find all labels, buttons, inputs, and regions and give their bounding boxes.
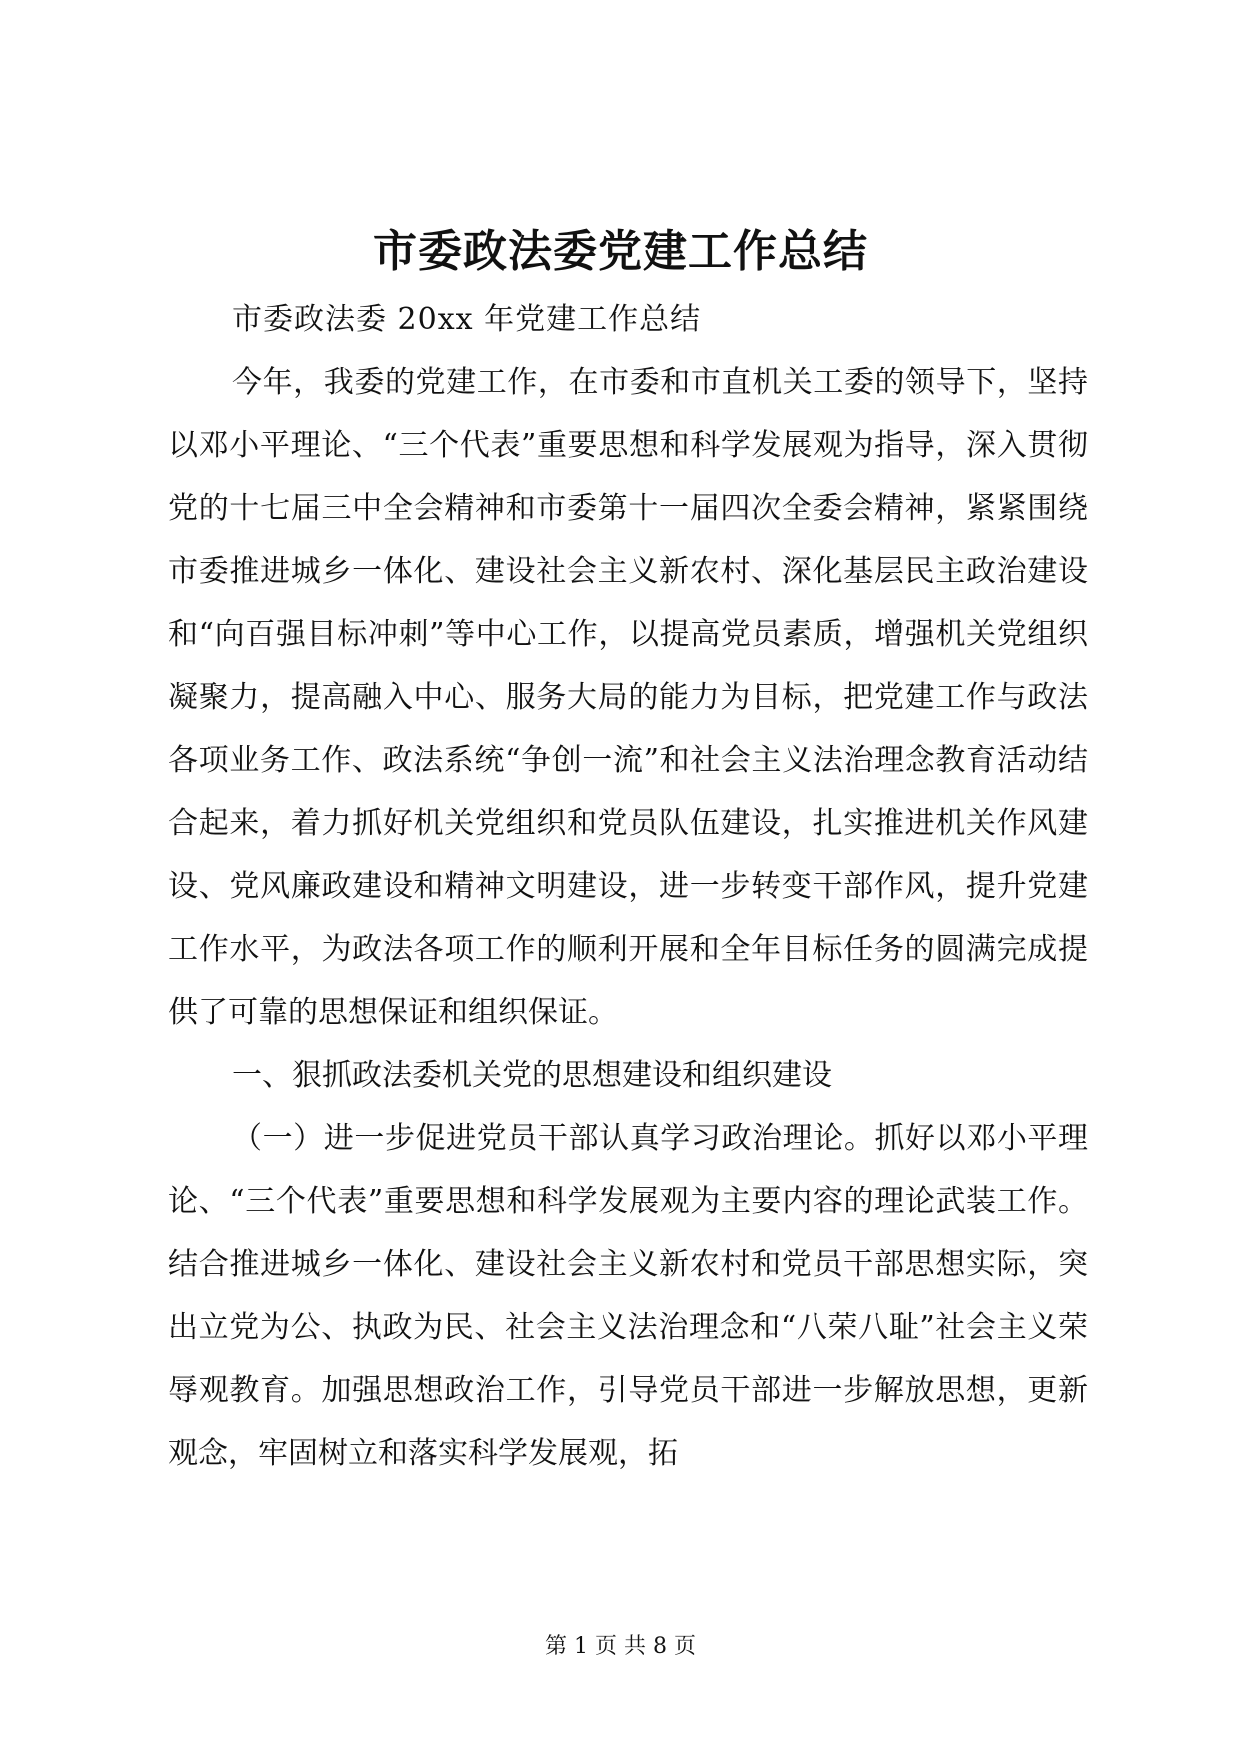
document-subtitle: 市委政法委 20xx 年党建工作总结: [232, 302, 702, 337]
paragraph-intro: 今年，我委的党建工作，在市委和市直机关工委的领导下，坚持以邓小平理论、“三个代表”重要思想和科学发展观为指导，深入贯彻党的十七届三中全会精神和市委第十一届四次全委会精神，紧紧围绕市委推进城乡一体化、建设社会主义新农村、深化基层民主政治建设和“向百强目标冲刺”等中心工作，以提高党员素质，增强机关党组织凝聚力，提高融入中心、服务大局的能力为目标，把党建工作与政法各项业务工作、政法系统“争创一流”和社会主义法治理念教育活动结合起来，着力抓好机关党组织和党员队伍建设，扎实推进机关作风建设、党风廉政建设和精神文明建设，进一步转变干部作风，提升党建工作水平，为政法各项工作的顺利开展和全年目标任务的圆满完成提供了可靠的思想保证和组织保证。: [168, 365, 1088, 1030]
paragraph-subsection-1: （一）进一步促进党员干部认真学习政治理论。抓好以邓小平理论、“三个代表”重要思想和科学发展观为主要内容的理论武装工作。结合推进城乡一体化、建设社会主义新农村和党员干部思想实际，突出立党为公、执政为民、社会主义法治理念和“八荣八耻”社会主义荣辱观教育。加强思想政治工作，引导党员干部进一步解放思想，更新观念，牢固树立和落实科学发展观，拓: [168, 1121, 1088, 1471]
document-title: 市委政法委党建工作总结: [373, 226, 868, 277]
section-heading-1: 一、狠抓政法委机关党的思想建设和组织建设: [232, 1058, 832, 1093]
document-body: [168, 288, 1088, 1485]
page-number-footer: 第 1 页 共 8 页: [545, 1634, 696, 1659]
